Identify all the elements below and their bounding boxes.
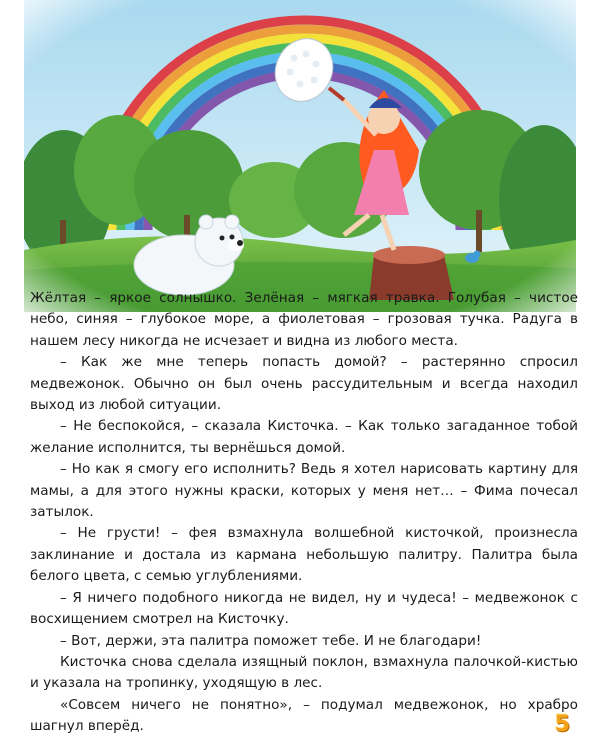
paragraph-6: – Я ничего подобного никогда не видел, ну и чудеса! – медвежонок с восхищением смотрел на Кисточку. [30,589,578,628]
paragraph-8: Кисточка снова сделала изящный поклон, взмахнула палочкой-кистью и указала на тропинку, уходящую в лес. [30,653,578,692]
paragraph-9: «Совсем ничего не понятно», – подумал медвежонок, но храбро шагнул вперёд. [30,696,578,735]
page-number: 5 [554,712,570,737]
story-text [30,288,578,738]
paragraph-5: – Не грусти! – фея взмахнула волшебной кисточкой, произнесла заклинание и достала из кармана небольшую палитру. Палитра была белого цвета, с семью углублениями. [30,525,578,585]
paragraph-1: Жёлтая – яркое солнышко. Зелёная – мягкая травка. Голубая – чистое небо, синяя – глубокое море, а фиолетовая – грозовая тучка. Радуга в нашем лесу никогда не исчезает и видна из любого места. [30,290,578,349]
illustration-scene [24,0,576,312]
paragraph-4: – Но как я смогу его исполнить? Ведь я хотел нарисовать картину для мамы, а для этого нужны краски, которых у меня нет… – Фима почесал затылок. [30,461,578,521]
paragraph-3: – Не беспокойся, – сказала Кисточка. – Как только загаданное тобой желание исполнится, ты вернёшься домой. [30,418,578,456]
story-illustration [24,0,576,312]
paragraph-2: – Как же мне теперь попасть домой? – растерянно спросил медвежонок. Обычно он был очень рассудительным и всегда находил выход из любой ситуации. [30,354,578,414]
paragraph-7: – Вот, держи, эта палитра поможет тебе. И не благодари! [60,632,482,649]
